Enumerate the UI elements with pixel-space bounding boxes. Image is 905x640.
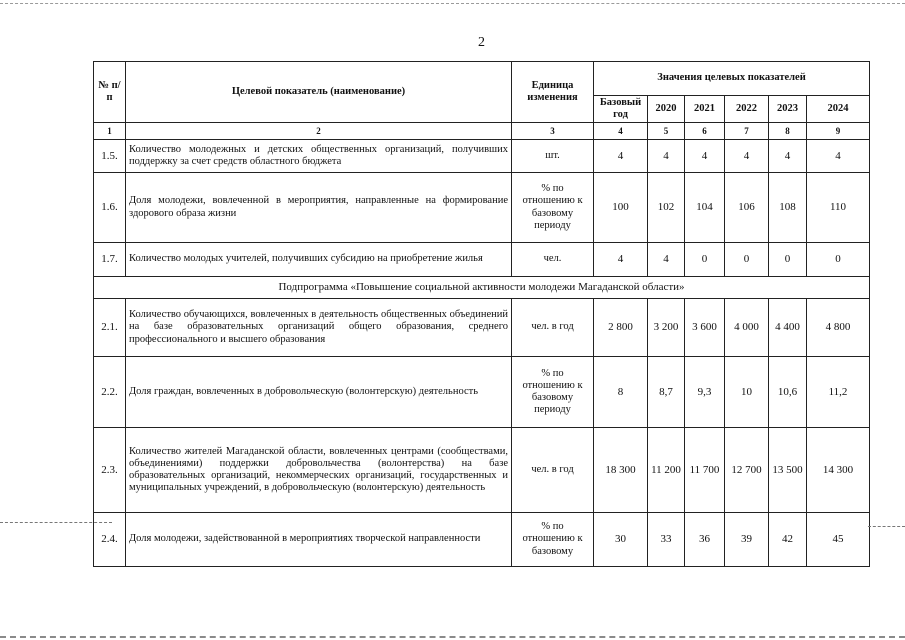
indicator-name: Доля молодежи, задействованной в мероприятиях творческой направленности — [126, 513, 512, 567]
base-year-value: 8 — [594, 357, 648, 428]
year-value: 8,7 — [648, 357, 685, 428]
column-number: 6 — [685, 123, 725, 140]
scan-edge-top — [0, 3, 905, 4]
base-year-value: 30 — [594, 513, 648, 567]
indicator-unit: шт. — [512, 140, 594, 173]
indicator-unit: чел. — [512, 243, 594, 277]
table-row — [94, 428, 870, 513]
year-value: 4 400 — [769, 299, 807, 357]
indicator-name: Количество обучающихся, вовлеченных в деятельность общественных объединений на базе образовательных организаций общего образования, среднего профессионального и высшего образования — [126, 299, 512, 357]
indicator-name: Количество молодежных и детских общественных организаций, получивших поддержку за счет средств областного бюджета — [126, 140, 512, 173]
base-year-value: 4 — [594, 243, 648, 277]
scan-artifact-line — [868, 526, 905, 527]
indicator-name: Доля молодежи, вовлеченной в мероприятия, направленные на формирование здорового образа жизни — [126, 173, 512, 243]
year-value: 14 300 — [807, 428, 870, 513]
indicator-unit: % по отношению к базовому периоду — [512, 173, 594, 243]
year-value: 3 600 — [685, 299, 725, 357]
header-year: 2023 — [769, 96, 807, 123]
year-value: 4 — [807, 140, 870, 173]
year-value: 106 — [725, 173, 769, 243]
table-row — [94, 357, 870, 428]
year-value: 39 — [725, 513, 769, 567]
page-number: 2 — [478, 35, 485, 50]
year-value: 0 — [685, 243, 725, 277]
column-number: 2 — [126, 123, 512, 140]
table-row — [94, 243, 870, 277]
year-value: 108 — [769, 173, 807, 243]
year-value: 33 — [648, 513, 685, 567]
row-number: 1.7. — [94, 243, 126, 277]
year-value: 11 700 — [685, 428, 725, 513]
subprogram-section-row — [94, 277, 870, 299]
year-value: 42 — [769, 513, 807, 567]
base-year-value: 18 300 — [594, 428, 648, 513]
row-number: 2.1. — [94, 299, 126, 357]
year-value: 36 — [685, 513, 725, 567]
header-year: 2021 — [685, 96, 725, 123]
column-number: 7 — [725, 123, 769, 140]
column-number: 9 — [807, 123, 870, 140]
row-number: 2.4. — [94, 513, 126, 567]
year-value: 0 — [769, 243, 807, 277]
header-year: 2020 — [648, 96, 685, 123]
indicator-unit: чел. в год — [512, 299, 594, 357]
year-value: 4 — [685, 140, 725, 173]
year-value: 4 — [769, 140, 807, 173]
indicator-name: Доля граждан, вовлеченных в добровольческую (волонтерскую) деятельность — [126, 357, 512, 428]
column-number: 4 — [594, 123, 648, 140]
header-year: 2024 — [807, 96, 870, 123]
year-value: 0 — [725, 243, 769, 277]
year-value: 4 800 — [807, 299, 870, 357]
year-value: 11 200 — [648, 428, 685, 513]
year-value: 4 — [648, 243, 685, 277]
year-value: 0 — [807, 243, 870, 277]
year-value: 104 — [685, 173, 725, 243]
indicator-unit: % по отношению к базовому — [512, 513, 594, 567]
base-year-value: 4 — [594, 140, 648, 173]
year-value: 4 000 — [725, 299, 769, 357]
indicator-unit: % по отношению к базовому периоду — [512, 357, 594, 428]
year-value: 4 — [725, 140, 769, 173]
year-value: 45 — [807, 513, 870, 567]
year-value: 3 200 — [648, 299, 685, 357]
base-year-value: 100 — [594, 173, 648, 243]
indicator-name: Количество жителей Магаданской области, вовлеченных центрами (сообществами, объединениями) поддержки добровольчества (волонтерства) на базе образовательных организаций, некоммерческих организаций, государственных и муниципальных учреждений, в добровольческую (волонтерскую) деятельность — [126, 428, 512, 513]
year-value: 110 — [807, 173, 870, 243]
base-year-value: 2 800 — [594, 299, 648, 357]
column-number: 1 — [94, 123, 126, 140]
year-value: 13 500 — [769, 428, 807, 513]
row-number: 1.6. — [94, 173, 126, 243]
header-base-year: Базовый год — [594, 96, 648, 123]
table-row — [94, 140, 870, 173]
subprogram-title: Подпрограмма «Повышение социальной активности молодежи Магаданской области» — [94, 277, 870, 299]
year-value: 9,3 — [685, 357, 725, 428]
header-values-group: Значения целевых показателей — [594, 62, 870, 96]
column-number: 5 — [648, 123, 685, 140]
target-indicators-table — [93, 61, 870, 567]
year-value: 10,6 — [769, 357, 807, 428]
scan-edge-bottom — [0, 636, 905, 638]
header-name: Целевой показатель (наименование) — [126, 62, 512, 123]
year-value: 12 700 — [725, 428, 769, 513]
table-row — [94, 513, 870, 567]
table-row — [94, 173, 870, 243]
indicator-unit: чел. в год — [512, 428, 594, 513]
indicator-name: Количество молодых учителей, получивших субсидию на приобретение жилья — [126, 243, 512, 277]
header-unit: Единица изменения — [512, 62, 594, 123]
row-number: 1.5. — [94, 140, 126, 173]
year-value: 10 — [725, 357, 769, 428]
scan-artifact-line — [0, 522, 112, 523]
year-value: 4 — [648, 140, 685, 173]
column-number: 3 — [512, 123, 594, 140]
table-row — [94, 299, 870, 357]
header-year: 2022 — [725, 96, 769, 123]
column-numbers-row — [94, 123, 870, 140]
row-number: 2.3. — [94, 428, 126, 513]
column-number: 8 — [769, 123, 807, 140]
row-number: 2.2. — [94, 357, 126, 428]
header-num: № п/п — [94, 62, 126, 123]
year-value: 102 — [648, 173, 685, 243]
year-value: 11,2 — [807, 357, 870, 428]
